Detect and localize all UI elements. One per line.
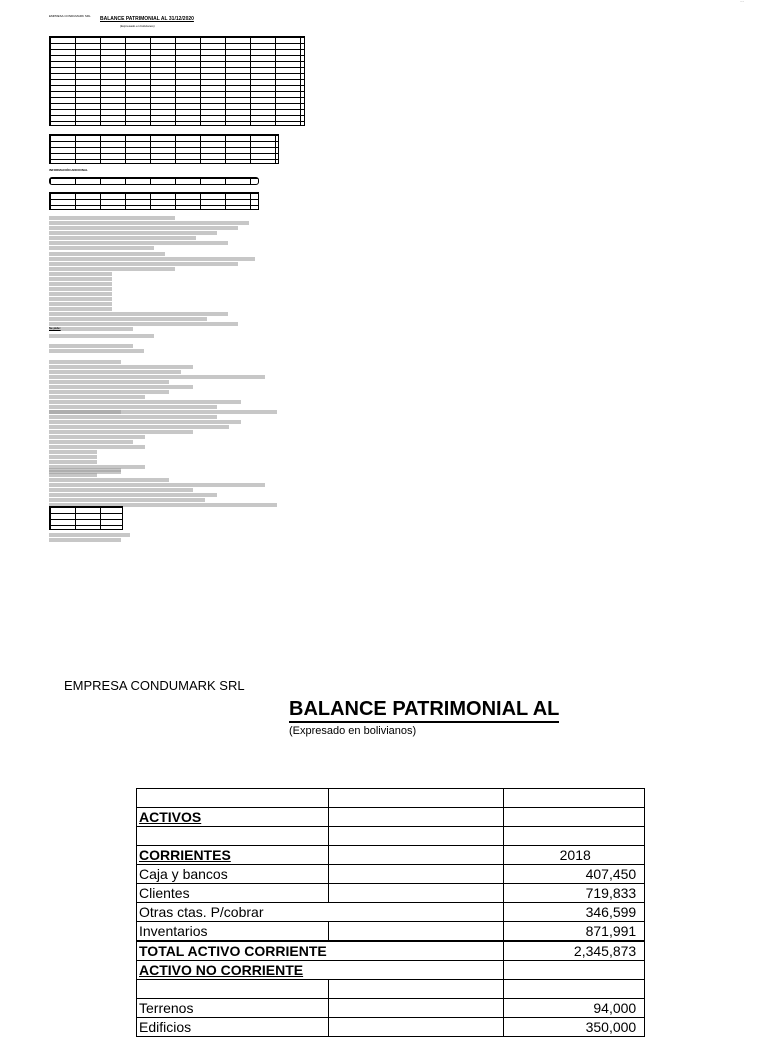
cell-value <box>504 827 645 846</box>
thumb-text-block-6 <box>49 468 289 508</box>
thumb-section-analysis: Se pide: <box>49 326 61 330</box>
thumb-company: EMPRESA CONDUMARK SRL <box>49 14 91 18</box>
cell-empty <box>329 808 504 827</box>
thumb-text-block-2 <box>49 252 259 332</box>
cell-empty <box>329 846 504 865</box>
thumb-text-block-4 <box>49 360 289 415</box>
cell-label <box>137 827 329 846</box>
cell-label <box>137 846 329 865</box>
thumb-text-block-7 <box>49 533 139 543</box>
company-name: EMPRESA CONDUMARK SRL <box>64 678 245 693</box>
cell-empty <box>329 903 504 922</box>
cell-label <box>137 961 329 980</box>
table-row <box>137 846 645 865</box>
row-label: ACTIVOS <box>139 809 202 825</box>
table-row <box>137 922 645 942</box>
balance-table <box>136 788 645 1037</box>
row-value: 871,991 <box>585 923 637 939</box>
thumb-subtitle: (Expresado en bolivianos) <box>120 24 155 28</box>
table-row <box>137 827 645 846</box>
row-label: Edificios <box>139 1019 192 1035</box>
page-corner-mark: ⁻⁻ <box>740 0 745 4</box>
thumb-balance-table <box>49 36 305 126</box>
document-subtitle: (Expresado en bolivianos) <box>289 725 417 737</box>
row-label: Otras ctas. P/cobrar <box>139 904 264 920</box>
cell-label <box>137 1018 329 1037</box>
row-value: 94,000 <box>593 1000 637 1016</box>
thumb-text-block-1 <box>49 216 259 251</box>
row-label: CORRIENTES <box>139 847 231 863</box>
cell-value <box>504 903 645 922</box>
cell-value <box>504 789 645 808</box>
cell-label <box>137 884 329 903</box>
table-row <box>137 903 645 922</box>
cell-label <box>137 922 329 942</box>
cell-label <box>137 903 329 922</box>
thumb-text-block-3 <box>49 334 259 354</box>
thumb-small-table <box>49 506 123 530</box>
thumb-section-info: INFORMACIÓN ADICIONAL <box>49 168 88 172</box>
table-row <box>137 941 645 961</box>
cell-empty <box>329 789 504 808</box>
cell-value <box>504 865 645 884</box>
row-label: Caja y bancos <box>139 866 228 882</box>
cell-label <box>137 789 329 808</box>
cell-empty <box>329 980 504 999</box>
row-label: Terrenos <box>139 1000 194 1016</box>
cell-value <box>504 922 645 942</box>
cell-value <box>504 999 645 1018</box>
row-label: Inventarios <box>139 923 208 939</box>
cell-empty <box>329 1018 504 1037</box>
cell-value <box>504 961 645 980</box>
cell-label <box>137 808 329 827</box>
cell-label <box>137 980 329 999</box>
thumb-text-block-5 <box>49 410 289 475</box>
row-value: 350,000 <box>585 1019 637 1035</box>
row-label: ACTIVO NO CORRIENTE <box>139 962 304 978</box>
table-row <box>137 884 645 903</box>
document-title: BALANCE PATRIMONIAL AL <box>289 697 559 723</box>
cell-value <box>504 980 645 999</box>
cell-empty <box>329 865 504 884</box>
row-value: 2018 <box>559 847 591 863</box>
table-row <box>137 980 645 999</box>
row-label: TOTAL ACTIVO CORRIENTE <box>139 943 327 959</box>
thumb-info-table-1 <box>49 177 259 185</box>
row-value: 407,450 <box>585 866 637 882</box>
cell-label <box>137 865 329 884</box>
table-row <box>137 808 645 827</box>
table-row <box>137 999 645 1018</box>
cell-value <box>504 884 645 903</box>
cell-empty <box>329 922 504 942</box>
cell-empty <box>329 999 504 1018</box>
cell-value <box>504 846 645 865</box>
cell-empty <box>329 827 504 846</box>
thumb-results-table <box>49 134 279 164</box>
thumb-info-table-2 <box>49 192 259 210</box>
table-row <box>137 961 645 980</box>
row-value: 2,345,873 <box>573 943 637 959</box>
table-row <box>137 789 645 808</box>
cell-empty <box>329 961 504 980</box>
thumb-title: BALANCE PATRIMONIAL AL 31/12/2020 <box>100 16 194 22</box>
table-row <box>137 1018 645 1037</box>
row-value: 346,599 <box>585 904 637 920</box>
cell-value <box>504 808 645 827</box>
row-label: Clientes <box>139 885 190 901</box>
cell-empty <box>329 884 504 903</box>
cell-value <box>504 941 645 961</box>
cell-value <box>504 1018 645 1037</box>
cell-label <box>137 941 329 961</box>
row-value: 719,833 <box>585 885 637 901</box>
cell-label <box>137 999 329 1018</box>
cell-empty <box>329 941 504 961</box>
table-row <box>137 865 645 884</box>
